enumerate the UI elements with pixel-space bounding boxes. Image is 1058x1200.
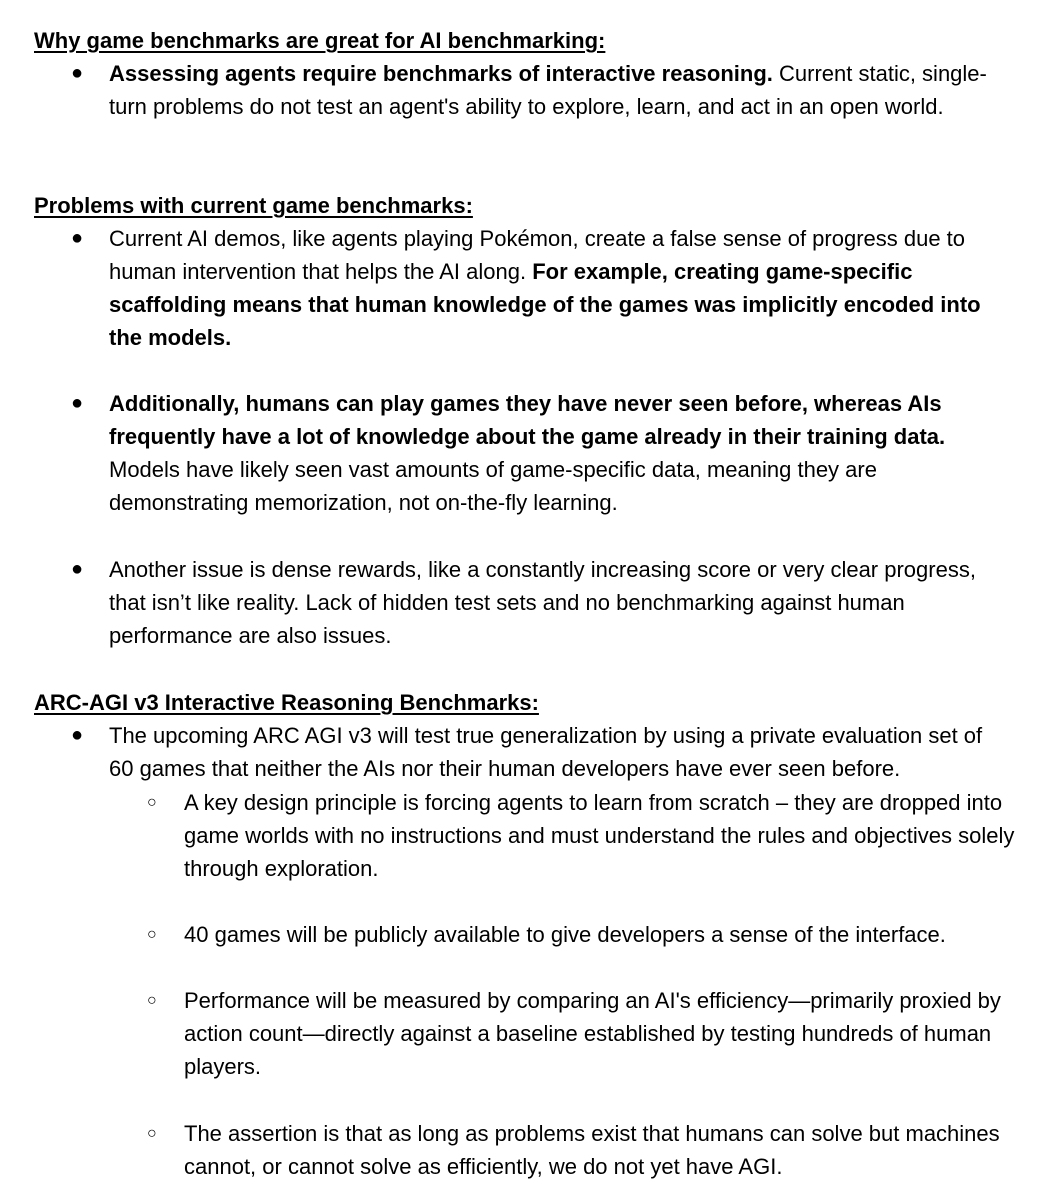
- sub-item-text: A key design principle is forcing agents to learn from scratch – they are dropped into game worlds with no instructions and must understand the rules and objectives solely through exploration.: [184, 790, 1015, 881]
- list-item: [71, 57, 1009, 123]
- hollow-bullet-icon: ○: [147, 1125, 157, 1142]
- section-heading-arc-agi-v3: ARC-AGI v3 Interactive Reasoning Benchmarks:: [34, 690, 539, 715]
- hollow-bullet-icon: ○: [147, 992, 157, 1009]
- section-heading-why-game-benchmarks: Why game benchmarks are great for AI benchmarking:: [34, 28, 606, 53]
- item-bold-text: Assessing agents require benchmarks of interactive reasoning.: [109, 61, 773, 86]
- sub-list-item: [147, 918, 1024, 951]
- bullet-icon: ●: [71, 62, 84, 84]
- hollow-bullet-icon: ○: [147, 794, 157, 811]
- sub-item-text: 40 games will be publicly available to give developers a sense of the interface.: [184, 922, 946, 947]
- item-bold-text: Additionally, humans can play games they have never seen before, whereas AIs frequently have a lot of knowledge about the game already in their training data.: [109, 391, 946, 449]
- bullet-icon: ●: [71, 392, 84, 414]
- sub-list-item: [147, 984, 1024, 1083]
- section-heading-problems: Problems with current game benchmarks:: [34, 193, 473, 218]
- item-text: The upcoming ARC AGI v3 will test true generalization by using a private evaluation set of 60 games that neither the AIs nor their human developers have ever seen before.: [109, 723, 983, 781]
- sub-item-text: The assertion is that as long as problems exist that humans can solve but machines cannot, or cannot solve as efficiently, we do not yet have AGI.: [184, 1121, 1000, 1179]
- item-text: Current static, single-turn problems do not test an agent's ability to explore, learn, and act in an open world.: [109, 61, 987, 119]
- list-item: [71, 719, 1009, 785]
- item-text: Another issue is dense rewards, like a constantly increasing score or very clear progress, that isn’t like reality. Lack of hidden test sets and no benchmarking against human performance are also issues.: [109, 557, 976, 648]
- item-text: Models have likely seen vast amounts of game-specific data, meaning they are demonstrating memorization, not on-the-fly learning.: [109, 457, 877, 515]
- sub-list-item: [147, 1117, 1024, 1183]
- sub-list-item: [147, 786, 1024, 885]
- hollow-bullet-icon: ○: [147, 926, 157, 943]
- item-bold-text: For example, creating game-specific scaffolding means that human knowledge of the games was implicitly encoded into the models.: [109, 259, 981, 350]
- bullet-icon: ●: [71, 227, 84, 249]
- list-item: [71, 222, 1009, 354]
- list-item: [71, 387, 1009, 519]
- bullet-icon: ●: [71, 724, 84, 746]
- sub-item-text: Performance will be measured by comparing an AI's efficiency—primarily proxied by action count—directly against a baseline established by testing hundreds of human players.: [184, 988, 1001, 1079]
- bullet-icon: ●: [71, 558, 84, 580]
- list-item: [71, 553, 1009, 652]
- item-text: Current AI demos, like agents playing Pokémon, create a false sense of progress due to human intervention that helps the AI along.: [109, 226, 966, 284]
